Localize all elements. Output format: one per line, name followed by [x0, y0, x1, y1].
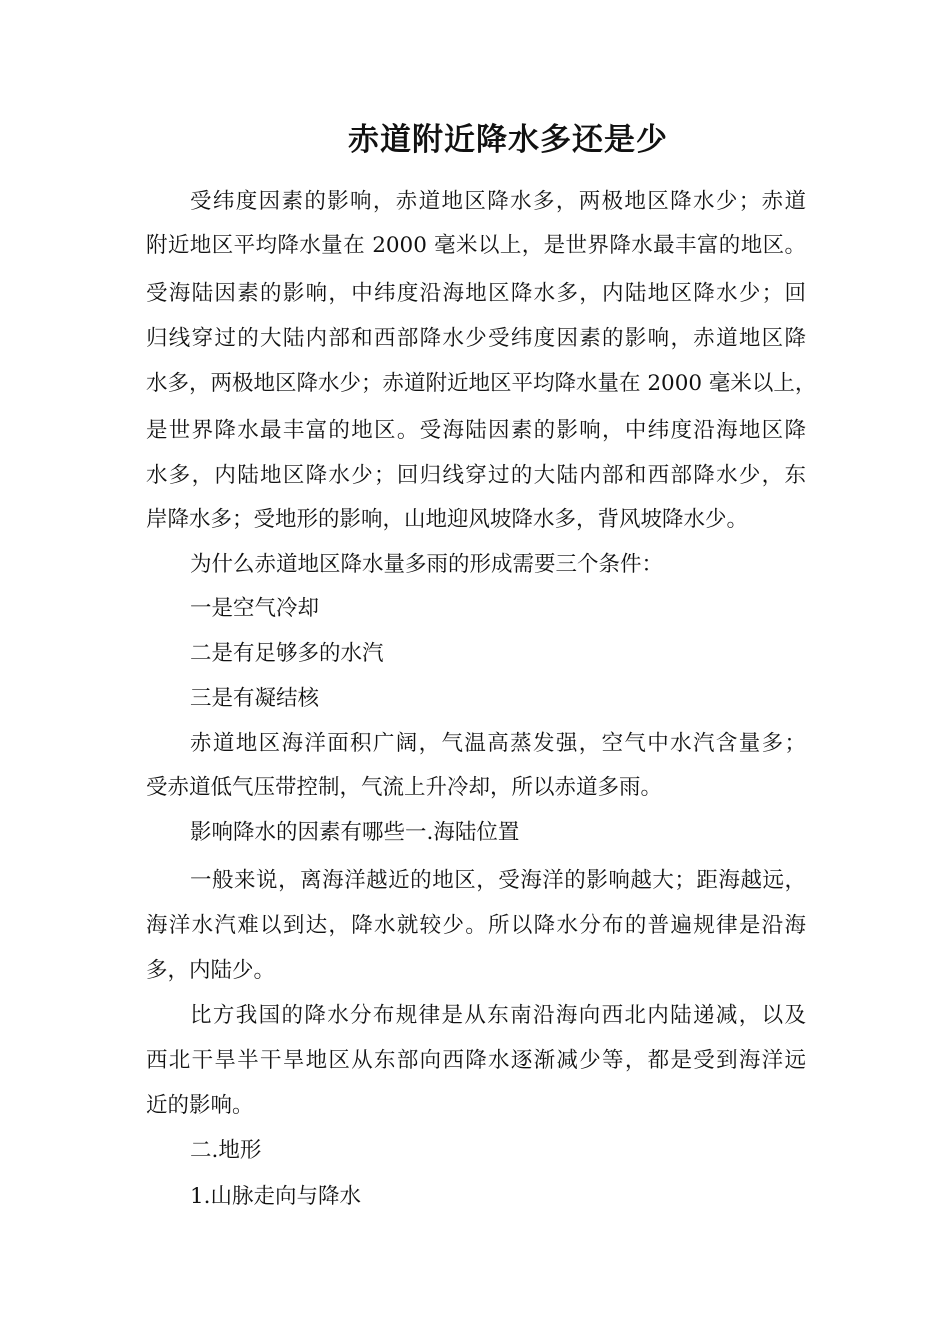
text-line: 多，内陆少。	[146, 958, 276, 983]
text-line: 二是有足够多的水汽	[190, 641, 384, 666]
text-line: 赤道地区海洋面积广阔，气温高蒸发强，空气中水汽含量多；	[190, 731, 806, 756]
text-line: 岸降水多；受地形的影响，山地迎风坡降水多，背风坡降水少。	[146, 507, 749, 532]
text-line: 影响降水的因素有哪些一.海陆位置	[190, 820, 520, 845]
text-line: 一般来说，离海洋越近的地区，受海洋的影响越大；距海越远，	[190, 868, 806, 893]
text-line: 附近地区平均降水量在 2000 毫米以上，是世界降水最丰富的地区。	[146, 233, 806, 258]
text-line: 1.山脉走向与降水	[190, 1184, 362, 1209]
text-line: 水多，两极地区降水少；赤道附近地区平均降水量在 2000 毫米以上，	[146, 371, 817, 396]
document-title: 赤道附近降水多还是少	[348, 122, 668, 158]
text-line: 二.地形	[190, 1138, 262, 1163]
text-line: 水多，内陆地区降水少；回归线穿过的大陆内部和西部降水少，东	[146, 463, 806, 488]
text-line: 近的影响。	[146, 1093, 254, 1118]
text-line: 三是有凝结核	[190, 686, 320, 711]
text-line: 受海陆因素的影响，中纬度沿海地区降水多，内陆地区降水少；回	[146, 281, 806, 306]
text-line: 海洋水汽难以到达，降水就较少。所以降水分布的普遍规律是沿海	[146, 913, 806, 938]
text-line: 是世界降水最丰富的地区。受海陆因素的影响，中纬度沿海地区降	[146, 418, 806, 443]
text-line: 受纬度因素的影响，赤道地区降水多，两极地区降水少；赤道	[190, 189, 806, 214]
text-line: 受赤道低气压带控制，气流上升冷却，所以赤道多雨。	[146, 775, 663, 800]
text-line: 为什么赤道地区降水量多雨的形成需要三个条件：	[190, 552, 664, 577]
text-line: 归线穿过的大陆内部和西部降水少受纬度因素的影响，赤道地区降	[146, 326, 806, 351]
text-line: 比方我国的降水分布规律是从东南沿海向西北内陆递减，以及	[190, 1003, 806, 1028]
text-line: 西北干旱半干旱地区从东部向西降水逐渐减少等，都是受到海洋远	[146, 1048, 806, 1073]
text-line: 一是空气冷却	[190, 596, 320, 621]
